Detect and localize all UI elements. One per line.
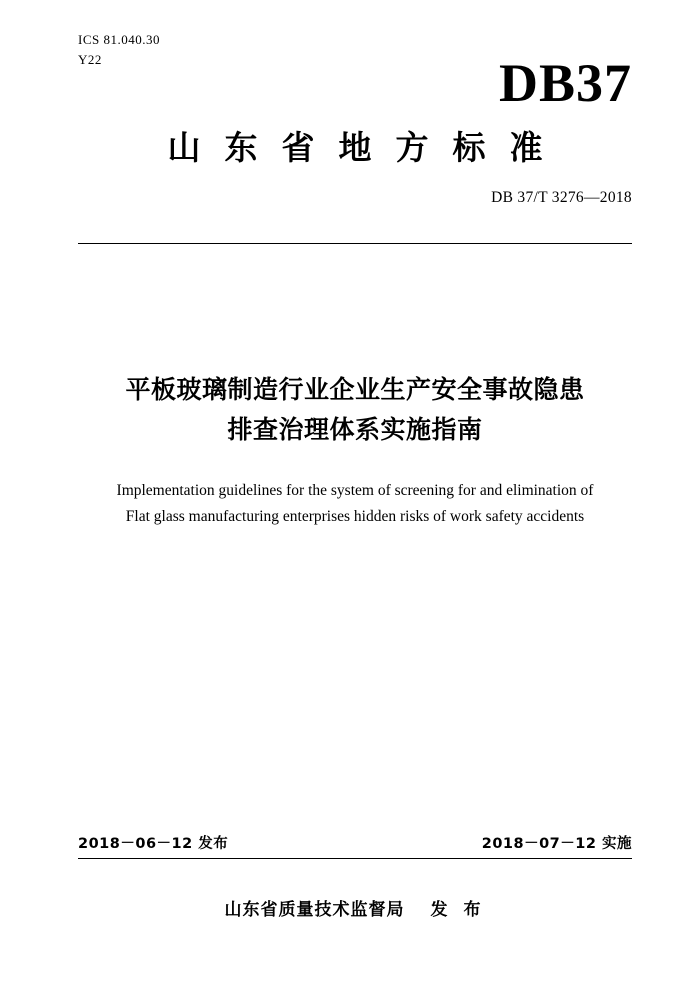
dates-row (78, 832, 632, 853)
classification-code: Y22 (78, 52, 102, 68)
document-title-english (110, 478, 600, 529)
standard-series-title: 山东省地方标准 (167, 128, 567, 167)
issue-date: 2018－06－12 发布 (78, 836, 229, 852)
header-divider (78, 243, 632, 244)
publisher-name: 山东省质量技术监督局 (224, 900, 405, 920)
standard-number: DB 37/T 3276—2018 (491, 189, 632, 206)
document-title-en-line1: Implementation guidelines for the system of screening for and elimination of Flat (116, 482, 594, 525)
document-title (78, 370, 632, 450)
publisher-line (78, 895, 632, 920)
ics-code: ICS 81.040.30 (78, 32, 160, 47)
header-meta (78, 30, 160, 70)
footer-divider (78, 858, 632, 859)
db37-logo: DB37 (498, 53, 632, 113)
document-title-line1: 平板玻璃制造行业企业生产安全事故隐患 (125, 375, 585, 404)
publisher-action: 发 布 (430, 900, 486, 920)
document-title-line2: 排查治理体系实施指南 (227, 415, 483, 444)
effective-date: 2018－07－12 实施 (481, 836, 632, 852)
document-title-en-line2: glass manufacturing enterprises hidden risks of work safety accidents (153, 507, 585, 525)
